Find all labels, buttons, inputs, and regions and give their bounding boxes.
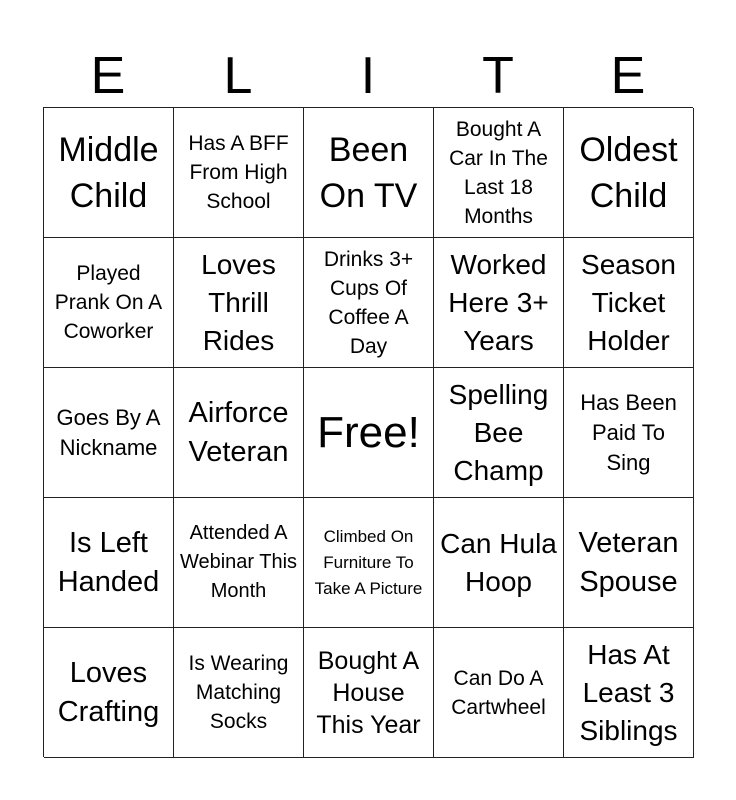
- bingo-cell[interactable]: [44, 368, 174, 498]
- bingo-cell[interactable]: [564, 108, 694, 238]
- cell-text: Is Left Handed: [57, 526, 160, 598]
- bingo-cell[interactable]: [304, 108, 434, 238]
- bingo-cell[interactable]: [434, 238, 564, 368]
- free-space-text: Free!: [317, 407, 420, 457]
- bingo-cell[interactable]: [44, 498, 174, 628]
- bingo-cell[interactable]: [434, 108, 564, 238]
- bingo-cell[interactable]: [564, 368, 694, 498]
- cell-text: Worked Here 3+ Years: [448, 248, 549, 356]
- cell-text: Been On TV: [319, 130, 418, 215]
- header-letter-2: L: [223, 47, 253, 105]
- cell-text: Loves Thrill Rides: [201, 248, 276, 356]
- cell-text: Has Been Paid To Sing: [580, 389, 677, 475]
- bingo-cell[interactable]: [564, 498, 694, 628]
- bingo-cell[interactable]: [564, 238, 694, 368]
- cell-text: Bought A Car In The Last 18 Months: [449, 117, 548, 228]
- cell-text: Middle Child: [58, 130, 159, 215]
- cell-text: Drinks 3+ Cups Of Coffee A Day: [323, 247, 414, 358]
- cell-text: Attended A Webinar This Month: [179, 522, 298, 602]
- bingo-cell[interactable]: [564, 628, 694, 758]
- bingo-cell[interactable]: [174, 238, 304, 368]
- cell-text: Has At Least 3 Siblings: [579, 638, 678, 746]
- bingo-cell[interactable]: [174, 108, 304, 238]
- cell-text: Can Hula Hoop: [440, 527, 557, 597]
- cell-text: Goes By A Nickname: [56, 404, 161, 460]
- bingo-cell[interactable]: [304, 238, 434, 368]
- cell-text: Played Prank On A Coworker: [54, 262, 163, 343]
- bingo-cell[interactable]: [174, 498, 304, 628]
- cell-text: Veteran Spouse: [578, 526, 679, 598]
- bingo-cell[interactable]: [304, 498, 434, 628]
- bingo-cell[interactable]: [304, 628, 434, 758]
- bingo-cell[interactable]: [174, 628, 304, 758]
- bingo-cell[interactable]: [434, 498, 564, 628]
- cell-text: Spelling Bee Champ: [448, 378, 549, 486]
- cell-text: Season Ticket Holder: [581, 248, 676, 356]
- bingo-cell-free[interactable]: [304, 368, 434, 498]
- cell-text: Is Wearing Matching Socks: [188, 652, 289, 733]
- bingo-cell[interactable]: [434, 628, 564, 758]
- bingo-header: [43, 44, 693, 108]
- bingo-grid: [43, 107, 693, 757]
- cell-text: Can Do A Cartwheel: [451, 666, 546, 719]
- cell-text: Has A BFF From High School: [188, 132, 289, 213]
- header-letter-3: I: [360, 47, 376, 105]
- header-letter-5: E: [610, 47, 646, 105]
- bingo-cell[interactable]: [44, 628, 174, 758]
- bingo-cell[interactable]: [174, 368, 304, 498]
- cell-text: Oldest Child: [579, 130, 678, 215]
- header-letter-1: E: [90, 47, 126, 105]
- bingo-cell[interactable]: [44, 108, 174, 238]
- bingo-cell[interactable]: [44, 238, 174, 368]
- cell-text: Bought A House This Year: [316, 646, 421, 739]
- header-letter-4: T: [482, 47, 514, 105]
- bingo-cell[interactable]: [434, 368, 564, 498]
- cell-text: Loves Crafting: [57, 656, 160, 728]
- cell-text: Airforce Veteran: [188, 396, 289, 468]
- cell-text: Climbed On Furniture To Take A Picture: [314, 526, 423, 598]
